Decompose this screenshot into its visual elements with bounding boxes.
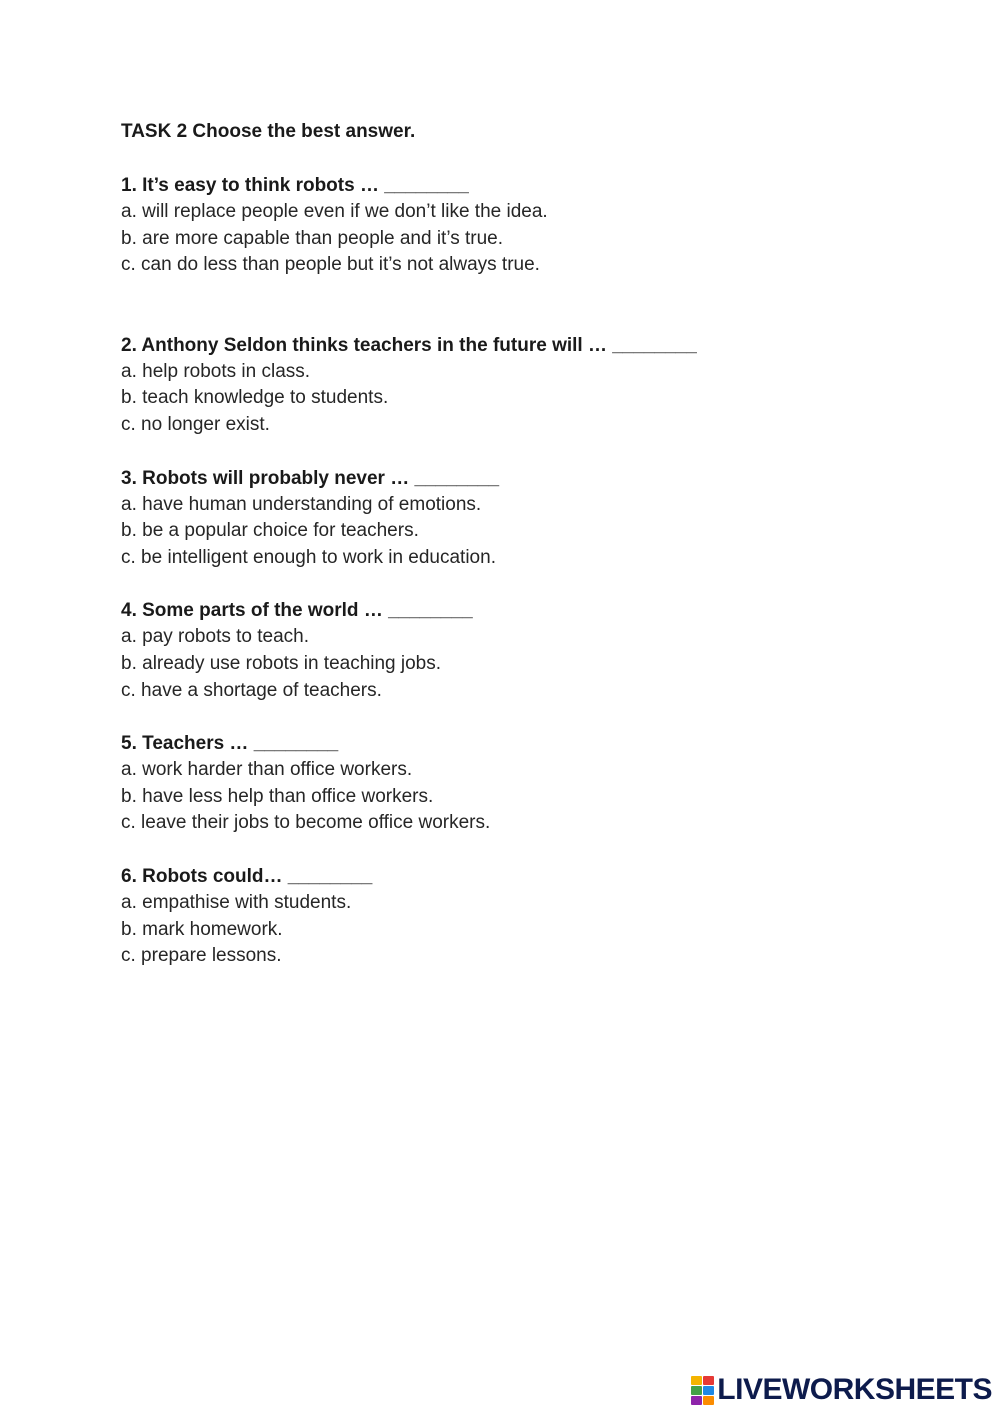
question-4 <box>121 597 881 704</box>
logo-tile <box>691 1386 702 1395</box>
answer-option-b[interactable]: b. are more capable than people and it’s true. <box>121 227 504 249</box>
question-stem: 6. Robots could… ________ <box>121 865 373 887</box>
answer-option-c[interactable]: c. have a shortage of teachers. <box>121 679 382 701</box>
question-5 <box>121 730 881 837</box>
answer-option-c[interactable]: c. no longer exist. <box>121 413 270 435</box>
liveworksheets-logo[interactable] <box>691 1373 992 1407</box>
question-2 <box>121 332 881 439</box>
answer-option-a[interactable]: a. empathise with students. <box>121 891 352 913</box>
question-stem: 1. It’s easy to think robots … ________ <box>121 175 469 196</box>
logo-tile <box>703 1376 714 1385</box>
question-1 <box>121 172 881 279</box>
task-title: TASK 2 Choose the best answer. <box>121 121 416 142</box>
logo-tile <box>703 1396 714 1405</box>
answer-option-b[interactable]: b. be a popular choice for teachers. <box>121 520 419 542</box>
question-stem: 2. Anthony Seldon thinks teachers in the future will … ________ <box>121 334 697 356</box>
liveworksheets-logo-icon <box>691 1376 714 1405</box>
worksheet <box>121 118 881 996</box>
answer-option-a[interactable]: a. help robots in class. <box>121 360 311 382</box>
question-6 <box>121 863 881 970</box>
answer-option-c[interactable]: c. leave their jobs to become office workers. <box>121 812 491 834</box>
answer-option-a[interactable]: a. have human understanding of emotions. <box>121 493 482 515</box>
question-stem: 3. Robots will probably never … ________ <box>121 467 500 489</box>
answer-option-c[interactable]: c. can do less than people but it’s not always true. <box>121 254 540 276</box>
question-3 <box>121 465 881 572</box>
question-stem: 4. Some parts of the world … ________ <box>121 600 473 622</box>
answer-option-b[interactable]: b. teach knowledge to students. <box>121 387 389 409</box>
answer-option-a[interactable]: a. pay robots to teach. <box>121 626 310 648</box>
question-stem: 5. Teachers … ________ <box>121 733 339 755</box>
answer-option-c[interactable]: c. be intelligent enough to work in education. <box>121 546 496 568</box>
answer-option-c[interactable]: c. prepare lessons. <box>121 945 282 967</box>
logo-tile <box>703 1386 714 1395</box>
answer-option-a[interactable]: a. will replace people even if we don’t like the idea. <box>121 201 548 222</box>
answer-option-b[interactable]: b. mark homework. <box>121 918 283 940</box>
logo-tile <box>691 1376 702 1385</box>
answer-option-b[interactable]: b. have less help than office workers. <box>121 785 434 807</box>
answer-option-b[interactable]: b. already use robots in teaching jobs. <box>121 652 442 674</box>
answer-option-a[interactable]: a. work harder than office workers. <box>121 759 413 781</box>
logo-text: LIVEWORKSHEETS <box>717 1373 992 1406</box>
logo-tile <box>691 1396 702 1405</box>
